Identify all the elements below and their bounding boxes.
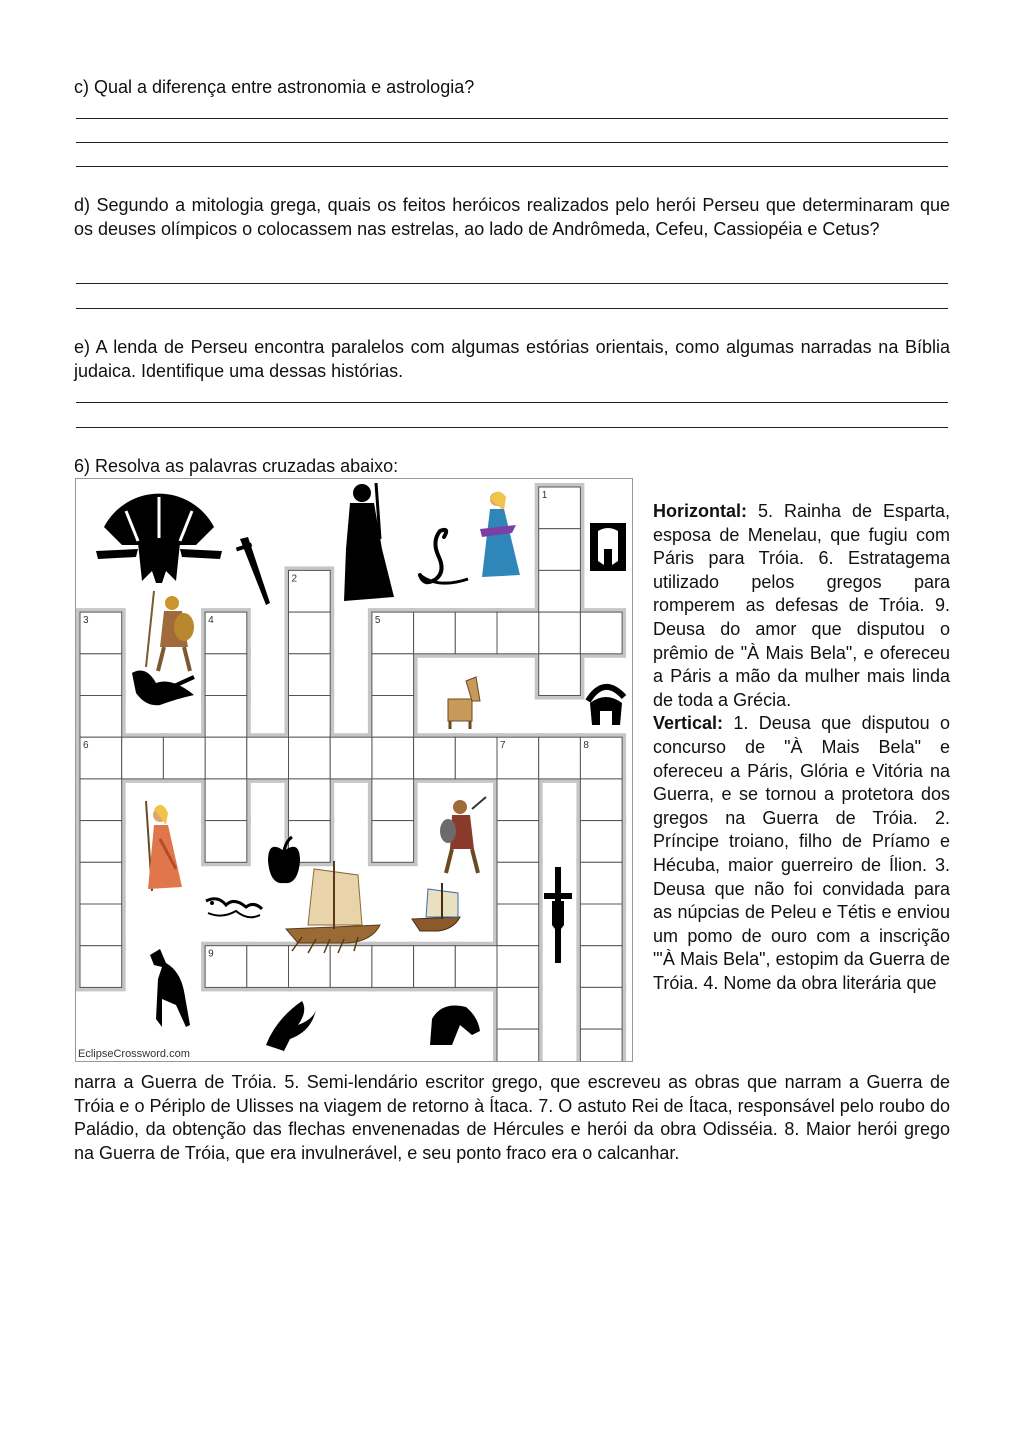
spartan-helmet-icon <box>96 494 222 583</box>
crossword-cell[interactable] <box>372 779 414 821</box>
crossword-cell[interactable] <box>539 612 581 654</box>
crossword-cell[interactable] <box>414 612 456 654</box>
cell-number: 3 <box>83 615 89 627</box>
crossword-cell[interactable] <box>580 821 622 863</box>
eagle-icon <box>266 1001 316 1051</box>
crossword-cell[interactable] <box>539 737 581 779</box>
crossword-cell[interactable] <box>580 862 622 904</box>
cell-number: 9 <box>208 948 214 960</box>
warrior-figure-icon <box>146 591 194 671</box>
crossword-cell[interactable] <box>497 987 539 1029</box>
exercise-title: 6) Resolva as palavras cruzadas abaixo: <box>74 456 399 476</box>
answer-line[interactable] <box>76 308 948 309</box>
answer-line[interactable] <box>76 118 948 119</box>
sword-icon <box>544 867 572 963</box>
crossword-cell[interactable] <box>122 737 164 779</box>
clues-side <box>653 500 950 995</box>
answer-line[interactable] <box>76 283 948 284</box>
cell-number: 2 <box>291 573 298 585</box>
crossword-cell[interactable] <box>539 570 581 612</box>
crossword-cell[interactable] <box>455 737 497 779</box>
crossword-cell[interactable] <box>580 779 622 821</box>
cell-number: 6 <box>83 740 89 752</box>
helmet-icon <box>590 523 626 571</box>
crossword-cell[interactable] <box>330 737 372 779</box>
crossword-cell[interactable] <box>580 904 622 946</box>
crossword-cell[interactable] <box>414 737 456 779</box>
crossword-cell[interactable] <box>289 696 331 738</box>
crossword-cell[interactable] <box>80 821 122 863</box>
crossword-cell[interactable] <box>80 946 122 988</box>
horizontal-clues: 5. Rainha de Esparta, esposa de Menelau, que fugiu com Páris para Tróia. 6. Estratagema utilizado pelos gregos para romperem as defesas de Tróia. 9. Deusa do amor que disputou o prêmio de "À Mais Bela", e ofereceu a Páris a mão da mulher mais linda de toda a Grécia. <box>653 501 950 710</box>
crossword-cell[interactable] <box>205 737 247 779</box>
cell-number: 4 <box>208 615 214 627</box>
crossword-cell[interactable] <box>497 779 539 821</box>
crossword-cell[interactable] <box>580 946 622 988</box>
crossword-cell[interactable] <box>372 946 414 988</box>
crossword-cell[interactable] <box>539 654 581 696</box>
serpent-icon <box>420 530 468 583</box>
crossword-cell[interactable] <box>330 946 372 988</box>
crossword-puzzle <box>75 478 633 1062</box>
bird-icon <box>132 671 194 706</box>
vertical-clues-part2: narra a Guerra de Tróia. 5. Semi-lendário escritor grego, que escreveu as obras que narram a Guerra de Tróia e o Périplo de Ulisses na viagem de retorno à Ítaca. 7. O astuto Rei de Ítaca, responsável pelo roubo do Paládio, da obtenção das flechas envenenadas de Hércules e herói da obra Odisséia. 8. Maior herói grego na Guerra de Tróia, que era invulnerável, e seu ponto fraco era o calcanhar. <box>74 1072 950 1163</box>
crossword-cell[interactable] <box>205 654 247 696</box>
crossword-cell[interactable] <box>580 612 622 654</box>
galley-ship-icon <box>286 861 380 953</box>
question-e: e) A lenda de Perseu encontra paralelos com algumas estórias orientais, como algumas narradas na Bíblia judaica. Identifique uma dessas histórias. <box>74 337 950 381</box>
crossword-cell[interactable] <box>205 696 247 738</box>
crossword-cell[interactable] <box>455 612 497 654</box>
crossword-cell[interactable] <box>80 654 122 696</box>
crossword-cell[interactable] <box>289 612 331 654</box>
crossword-cell[interactable] <box>497 862 539 904</box>
question-c: c) Qual a diferença entre astronomia e astrologia? <box>74 77 475 97</box>
goddess-figure-icon <box>146 801 182 891</box>
answer-line[interactable] <box>76 142 948 143</box>
crossword-cell[interactable] <box>497 904 539 946</box>
crossword-cell[interactable] <box>289 779 331 821</box>
crossword-cell[interactable] <box>80 696 122 738</box>
cell-number: 5 <box>374 615 381 627</box>
horse-head-icon <box>430 1006 480 1046</box>
cell-number: 8 <box>583 740 589 752</box>
crossword-cell[interactable] <box>414 946 456 988</box>
crossword-cell[interactable] <box>497 1029 539 1061</box>
crossword-cell[interactable] <box>372 654 414 696</box>
warrior-figure-icon <box>440 797 486 873</box>
cell-number: 7 <box>500 740 506 752</box>
crossword-cell[interactable] <box>289 654 331 696</box>
cell-number: 1 <box>541 490 548 501</box>
crossword-cell[interactable] <box>580 1029 622 1061</box>
crossword-cell[interactable] <box>372 821 414 863</box>
crossword-cell[interactable] <box>205 821 247 863</box>
soldier-silhouette-icon <box>344 483 394 601</box>
crossword-cell[interactable] <box>80 862 122 904</box>
crossword-cell[interactable] <box>497 946 539 988</box>
crossword-cell[interactable] <box>163 737 205 779</box>
answer-line[interactable] <box>76 427 948 428</box>
dog-icon <box>150 949 190 1027</box>
crossword-cell[interactable] <box>247 737 289 779</box>
crossword-cell[interactable] <box>80 904 122 946</box>
credit-label: EclipseCrossword.com <box>78 1048 190 1060</box>
vertical-clues-part1: 1. Deusa que disputou o concurso de "À Mais Bela" e ofereceu a Páris, Glória e Vitória na Guerra, e se tornou a protetora dos gregos na Guerra de Tróia. 2. Príncipe troiano, filho de Príamo e Hécuba, maior guerreiro de Ílion. 3. Deusa que não foi convidada para as núpcias de Peleu e Tétis e enviou um pomo de ouro com a inscrição "'À Mais Bela", estopim da Guerra de Tróia. 4. Nome da obra literária que <box>653 713 950 993</box>
sea-monster-icon <box>206 899 262 918</box>
answer-line[interactable] <box>76 166 948 167</box>
crossword-cell[interactable] <box>497 612 539 654</box>
crested-helmet-icon <box>588 687 624 725</box>
crossword-cell[interactable] <box>80 779 122 821</box>
horizontal-label: Horizontal: <box>653 501 747 521</box>
vertical-label: Vertical: <box>653 713 724 734</box>
dagger-icon <box>236 537 270 605</box>
crossword-cell[interactable] <box>539 529 581 571</box>
trojan-horse-icon <box>448 677 480 729</box>
crossword-cell[interactable] <box>247 946 289 988</box>
crossword-cell[interactable] <box>289 737 331 779</box>
goddess-figure-icon <box>480 491 520 577</box>
crossword-cell[interactable] <box>205 779 247 821</box>
crossword-cell[interactable] <box>455 946 497 988</box>
crossword-cell[interactable] <box>372 696 414 738</box>
ship-icon <box>412 883 460 931</box>
crossword-cell[interactable] <box>372 737 414 779</box>
question-d: d) Segundo a mitologia grega, quais os feitos heróicos realizados pelo herói Perseu que determinaram que os deuses olímpicos o colocassem nas estrelas, ao lado de Andrômeda, Cefeu, Cassiopéia e Cetus? <box>74 195 950 239</box>
crossword-cell[interactable] <box>497 821 539 863</box>
crossword-grid <box>76 479 632 1061</box>
crossword-cell[interactable] <box>580 987 622 1029</box>
answer-line[interactable] <box>76 402 948 403</box>
